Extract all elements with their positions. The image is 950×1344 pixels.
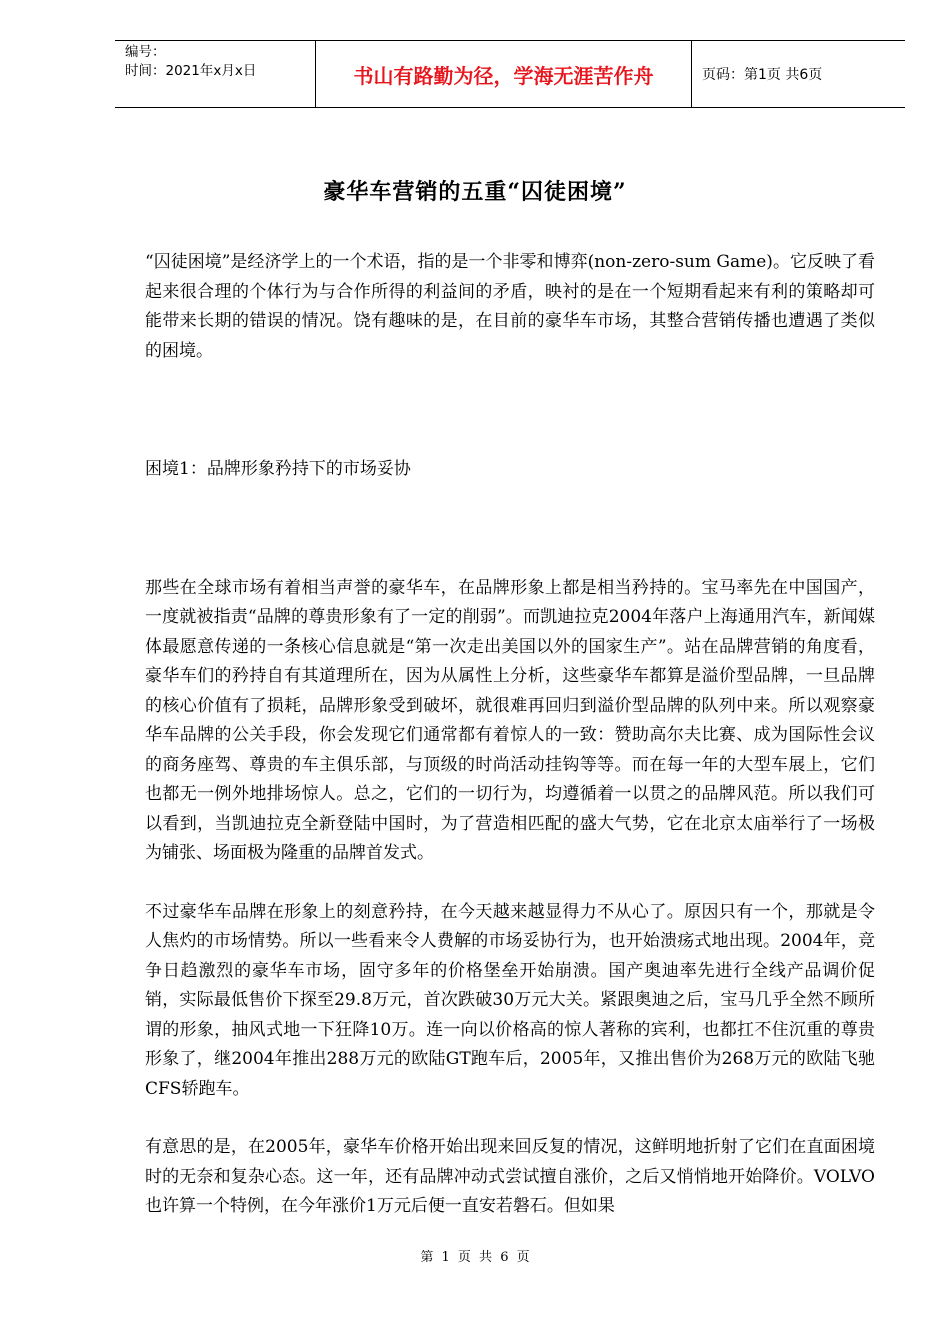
paragraph-2: 不过豪华车品牌在形象上的刻意矜持，在今天越来越显得力不从心了。原因只有一个，那就是令人焦灼的市场情势。所以一些看来令人费解的市场妥协行为，也开始溃疡式地出现。2004年，竞争日趋激烈的豪华车市场，固守多年的价格堡垒开始崩溃。国产奥迪率先进行全线产品调价促销，实际最低售价下探至29.8万元，首次跌破30万元大关。紧跟奥迪之后，宝马几乎全然不顾所谓的形象，抽风式地一下狂降10万。连一向以价格高的惊人著称的宾利，也都扛不住沉重的尊贵形象了，继2004年推出288万元的欧陆GT跑车后，2005年，又推出售价为268万元的欧陆飞驰CFS轿跑车。 xyxy=(145,901,875,1099)
number-label: 编号： xyxy=(125,44,166,60)
page-footer: 第 1 页 共 6 页 xyxy=(420,1250,530,1265)
header-motto: 书山有路勤为径，学海无涯苦作舟 xyxy=(315,41,692,107)
document-body xyxy=(145,248,875,1222)
page-header xyxy=(115,40,905,108)
paragraph-1: 那些在全球市场有着相当声誉的豪华车，在品牌形象上都是相当矜持的。宝马率先在中国国产，一度就被指责“品牌的尊贵形象有了一定的削弱”。而凯迪拉克2004年落户上海通用汽车，新闻媒体最愿意传递的一条核心信息就是“第一次走出美国以外的国家生产”。站在品牌营销的角度看，豪华车们的矜持自有其道理所在，因为从属性上分析，这些豪华车都算是溢价型品牌，一旦品牌的核心价值有了损耗，品牌形象受到破坏，就很难再回归到溢价型品牌的队列中来。所以观察豪华车品牌的公关手段，你会发现它们通常都有着惊人的一致：赞助高尔夫比赛、成为国际性会议的商务座驾、尊贵的车主俱乐部，与顶级的时尚活动挂钩等等。而在每一年的大型车展上，它们也都无一例外地排场惊人。总之，它们的一切行为，均遵循着一以贯之的品牌风范。所以我们可以看到，当凯迪拉克全新登陆中国时，为了营造相匹配的盛大气势，它在北京太庙举行了一场极为铺张、场面极为隆重的品牌首发式。 xyxy=(145,577,875,863)
paragraph-3: 有意思的是，在2005年，豪华车价格开始出现来回反复的情况，这鲜明地折射了它们在直面困境时的无奈和复杂心态。这一年，还有品牌冲动式尝试擅自涨价，之后又悄悄地开始降价。VOLVO也许算一个特例，在今年涨价1万元后便一直安若磐石。但如果 xyxy=(145,1137,875,1216)
document-title: 豪华车营销的五重“囚徒困境” xyxy=(323,179,627,205)
section-heading-1: 困境1：品牌形象矜持下的市场妥协 xyxy=(145,459,411,479)
header-page-info: 页码：第1页 共6页 xyxy=(702,67,823,83)
paragraph-intro: “囚徒困境”是经济学上的一个术语，指的是一个非零和博弈(non-zero-sum Game)。它反映了看起来很合理的个体行为与合作所得的利益间的矛盾，映衬的是在一个短期看起来有利的策略却可能带来长期的错误的情况。饶有趣味的是，在目前的豪华车市场，其整合营销传播也遭遇了类似的困境。 xyxy=(145,252,875,361)
header-meta xyxy=(115,41,315,107)
time-label: 时间：2021年x月x日 xyxy=(125,63,257,79)
